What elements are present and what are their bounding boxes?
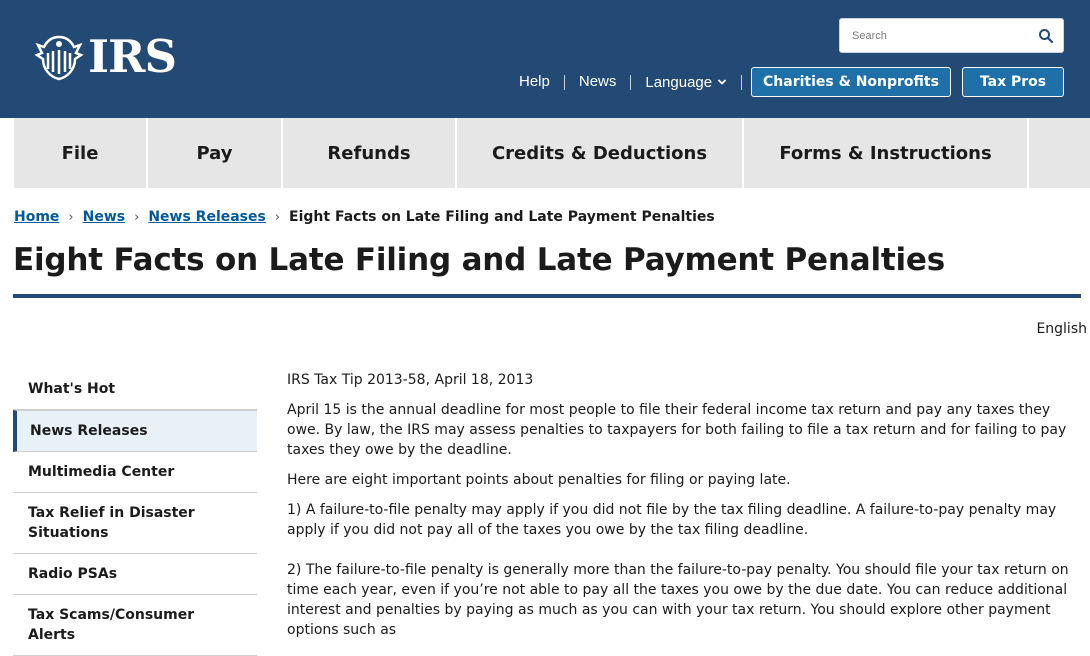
nav-more[interactable] bbox=[1029, 118, 1090, 188]
point-1: 1) A failure-to-file penalty may apply if you did not file by the tax filing deadline. A failure-to-pay penalty may apply if you did not pay all of the taxes you owe by the tax filing deadline. bbox=[287, 502, 1057, 538]
article-body bbox=[287, 370, 1082, 650]
breadcrumb-news-releases[interactable]: News Releases bbox=[148, 209, 266, 225]
news-link[interactable]: News bbox=[578, 73, 617, 90]
breadcrumb-home[interactable]: Home bbox=[14, 209, 60, 225]
chevron-right-icon: › bbox=[68, 209, 74, 225]
chevron-down-icon bbox=[717, 77, 727, 87]
eagle-logo-icon bbox=[34, 33, 84, 81]
sidebar-item-whats-hot[interactable]: What's Hot bbox=[13, 369, 257, 410]
charities-nonprofits-button[interactable]: Charities & Nonprofits bbox=[751, 67, 951, 97]
nav-refunds[interactable]: Refunds bbox=[283, 118, 457, 188]
site-header bbox=[0, 0, 1090, 118]
breadcrumb-news[interactable]: News bbox=[82, 209, 126, 225]
irs-logo[interactable] bbox=[34, 30, 176, 83]
language-dropdown[interactable] bbox=[631, 74, 741, 91]
sidebar-item-tax-relief-disaster[interactable]: Tax Relief in Disaster Situations bbox=[13, 493, 257, 554]
tax-tip-line: IRS Tax Tip 2013-58, April 18, 2013 bbox=[287, 372, 534, 388]
language-label: Language bbox=[645, 73, 713, 91]
nav-credits-deductions[interactable]: Credits & Deductions bbox=[457, 118, 744, 188]
sidebar-item-radio-psas[interactable]: Radio PSAs bbox=[13, 554, 257, 595]
points-intro: Here are eight important points about penalties for filing or paying late. bbox=[287, 472, 791, 488]
sidebar-item-multimedia-center[interactable]: Multimedia Center bbox=[13, 452, 257, 493]
tax-pros-button[interactable]: Tax Pros bbox=[962, 67, 1064, 97]
chevron-right-icon: › bbox=[134, 209, 140, 225]
intro-paragraph: April 15 is the annual deadline for most people to file their federal income tax return and pay any taxes they owe. By law, the IRS may assess penalties to taxpayers for both failing to file a tax return and for failing to pay taxes they owe by the deadline. bbox=[287, 402, 1067, 458]
logo-wordmark: IRS bbox=[88, 30, 176, 83]
breadcrumb-current: Eight Facts on Late Filing and Late Payment Penalties bbox=[289, 209, 715, 225]
title-divider bbox=[13, 294, 1081, 298]
chevron-right-icon: › bbox=[274, 209, 281, 225]
utility-divider bbox=[741, 75, 742, 90]
page-title: Eight Facts on Late Filing and Late Payment Penalties bbox=[13, 242, 945, 278]
sidebar-nav bbox=[13, 369, 257, 656]
point-2: 2) The failure-to-file penalty is generally more than the failure-to-pay penalty. You should file your tax return on time each year, even if you’re not able to pay all the taxes you owe by the due date. You can reduce additional interest and penalties by paying as much as you can with your tax return. You should explore other payment options such as bbox=[287, 562, 1069, 638]
nav-pay[interactable]: Pay bbox=[148, 118, 283, 188]
help-link[interactable]: Help bbox=[519, 73, 550, 90]
breadcrumb bbox=[14, 209, 715, 225]
sidebar-item-news-releases[interactable]: News Releases bbox=[13, 410, 257, 452]
utility-nav bbox=[505, 70, 742, 94]
sidebar-item-tax-scams[interactable]: Tax Scams/Consumer Alerts bbox=[13, 595, 257, 656]
search-icon[interactable] bbox=[1038, 28, 1054, 44]
language-selector[interactable]: English bbox=[1036, 321, 1087, 337]
search-input[interactable] bbox=[840, 19, 1035, 52]
nav-forms-instructions[interactable]: Forms & Instructions bbox=[744, 118, 1029, 188]
search-box bbox=[839, 18, 1064, 53]
main-navigation bbox=[0, 118, 1090, 188]
nav-file[interactable]: File bbox=[14, 118, 148, 188]
